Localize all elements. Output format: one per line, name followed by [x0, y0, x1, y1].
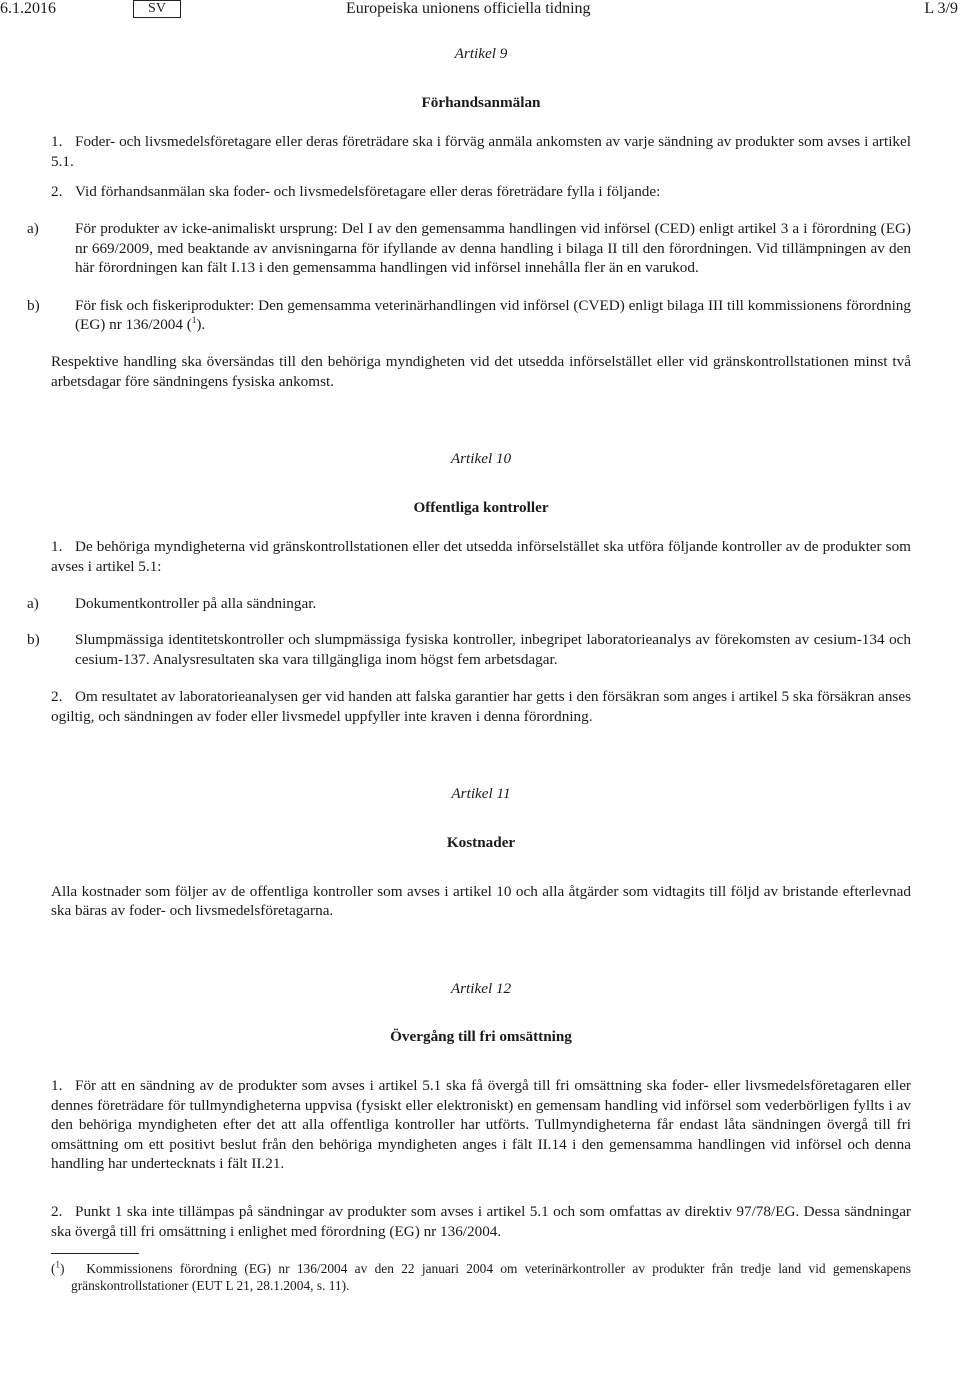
paragraph-number: 2. [51, 183, 63, 201]
page-header [0, 0, 960, 20]
article-9-paragraph-2 [51, 182, 911, 202]
point-text: Slumpmässiga identitetskontroller och slumpmässiga fysiska kontroller, inbegripet laboratorieanalys av förekomsten av cesium-134 och cesium-137. Analysresultaten ska vara tillgängliga inom högst fem arbetsdagar. [75, 631, 911, 668]
point-label: b) [27, 296, 40, 314]
article-11-title: Kostnader [446, 834, 516, 852]
article-9-point-b [27, 296, 911, 335]
paragraph-text: Vid förhandsanmälan ska foder- och livsmedelsföretagare eller deras företrädare fylla i följande: [75, 183, 661, 201]
article-12-paragraph-2 [51, 1202, 911, 1241]
paragraph-text: De behöriga myndigheterna vid gränskontrollstationen eller det utsedda införselstället ska utföra följande kontroller av de produkter som avses i artikel 5.1: [51, 538, 911, 575]
footnote-ref[interactable]: 1 [191, 315, 197, 326]
article-9-number: Artikel 9 [454, 45, 508, 62]
article-10-paragraph-2 [51, 687, 911, 726]
paragraph-number: 1. [51, 538, 63, 556]
footnote-separator [51, 1253, 139, 1254]
journal-title: Europeiska unionens officiella tidning [346, 0, 591, 17]
point-text-end: ). [196, 316, 206, 334]
article-10-point-a [27, 594, 911, 614]
article-10-title: Offentliga kontroller [413, 498, 549, 516]
paragraph-text: Foder- och livsmedelsföretagare eller deras företrädare ska i förväg anmäla ankomsten av varje sändning av produkter som avses i artikel 5.1. [51, 133, 911, 170]
page-number: L 3/9 [924, 0, 958, 17]
paragraph-text: För att en sändning av de produkter som avses i artikel 5.1 ska få övergå till fri omsättning ska foder- eller livsmedelsföretagaren eller dennes företrädare för tullmyndigheterna uppvisa (fysiskt eller elektroniskt) en gemensam handling vid införsel som vederbörligen fyllts i av den behöriga myndigheten efter det att alla offentliga kontroller har utförts. Tullmyndigheterna får endast låta sändningen övergå till fri omsättning om ett positivt beslut från den behöriga myndigheten anges i fält II.14 i den gemensamma handlingen vid införsel och denna handling har undertecknats i fält II.21. [51, 1077, 911, 1173]
article-11-number: Artikel 11 [451, 785, 511, 803]
article-10-paragraph-1 [51, 537, 911, 576]
paragraph-text: Om resultatet av laboratorieanalysen ger vid handen att falska garantier har getts i den försäkran som anges i artikel 5 ska försäkran anses ogiltig, och sändningen av foder eller livsmedel uppfyller inte kraven i denna förordning. [51, 688, 911, 725]
point-text: För produkter av icke-animaliskt ursprung: Del I av den gemensamma handlingen vid införsel (CED) enligt artikel 3 a i förordning (EG) nr 669/2009, med beaktande av anvisningarna för ifyllande av denna handling i bilaga II till den förordningen. Vid tillämpningen av den här förordningen kan fält I.13 i den gemensamma handlingen vid införsel innehålla fler än en varukod. [75, 219, 911, 277]
article-9-paragraph-1 [51, 132, 911, 171]
paragraph-number: 1. [51, 133, 63, 151]
article-12-title: Övergång till fri omsättning [390, 1028, 572, 1046]
paragraph-text: Punkt 1 ska inte tillämpas på sändningar av produkter som avses i artikel 5.1 och som omfattas av direktiv 97/78/EG. Dessa sändningar ska övergå till fri omsättning i enlighet med förordning (EG) nr 136/2004. [51, 1203, 911, 1240]
point-label: a) [27, 219, 39, 237]
article-12-number: Artikel 12 [450, 979, 512, 997]
header-date: 6.1.2016 [0, 0, 56, 17]
article-11-paragraph-1: Alla kostnader som följer av de offentliga kontroller som avses i artikel 10 och alla åtgärder som vidtagits till följd av bristande efterlevnad ska bäras av foder- och livsmedelsföretagarna. [51, 882, 911, 920]
article-9-paragraph-3: Respektive handling ska översändas till den behöriga myndigheten vid det utsedda införselstället eller vid gränskontrollstationen minst två arbetsdagar före sändningens fysiska ankomst. [51, 352, 911, 390]
paragraph-number: 1. [51, 1077, 63, 1095]
article-12-paragraph-1 [51, 1076, 911, 1174]
paragraph-number: 2. [51, 688, 63, 706]
point-text: Dokumentkontroller på alla sändningar. [75, 594, 317, 612]
article-10-number: Artikel 10 [450, 450, 512, 468]
point-label: a) [27, 594, 39, 612]
footnote-mark: 1 [55, 1259, 60, 1270]
point-text: För fisk och fiskeriprodukter: Den gemensamma veterinärhandlingen vid införsel (CVED) enligt bilaga III till kommissionens förordning (EG) nr 136/2004 ( [75, 296, 911, 334]
point-label: b) [27, 631, 40, 649]
article-9-point-a [27, 219, 911, 278]
article-10-point-b [27, 630, 911, 669]
footnote-text: Kommissionens förordning (EG) nr 136/2004 av den 22 januari 2004 om veterinärkontroller av produkter från tredje land vid gemenskapens gränskontrollstationer (EUT L 21, 28.1.2004, s. 11). [71, 1261, 911, 1294]
article-9-title: Förhandsanmälan [421, 93, 541, 111]
paragraph-number: 2. [51, 1203, 63, 1220]
document-body [27, 44, 911, 1294]
language-badge: SV [133, 0, 181, 18]
footnote: ($^1$) Kommissionens förordning (EG) nr 136/2004 av den 22 januari 2004 om veterinärkontroller av produkter från tredje land vid gemenskapens gränskontrollstationer (EUT L 21, 28.1.2004, s. 11). [51, 1259, 911, 1294]
